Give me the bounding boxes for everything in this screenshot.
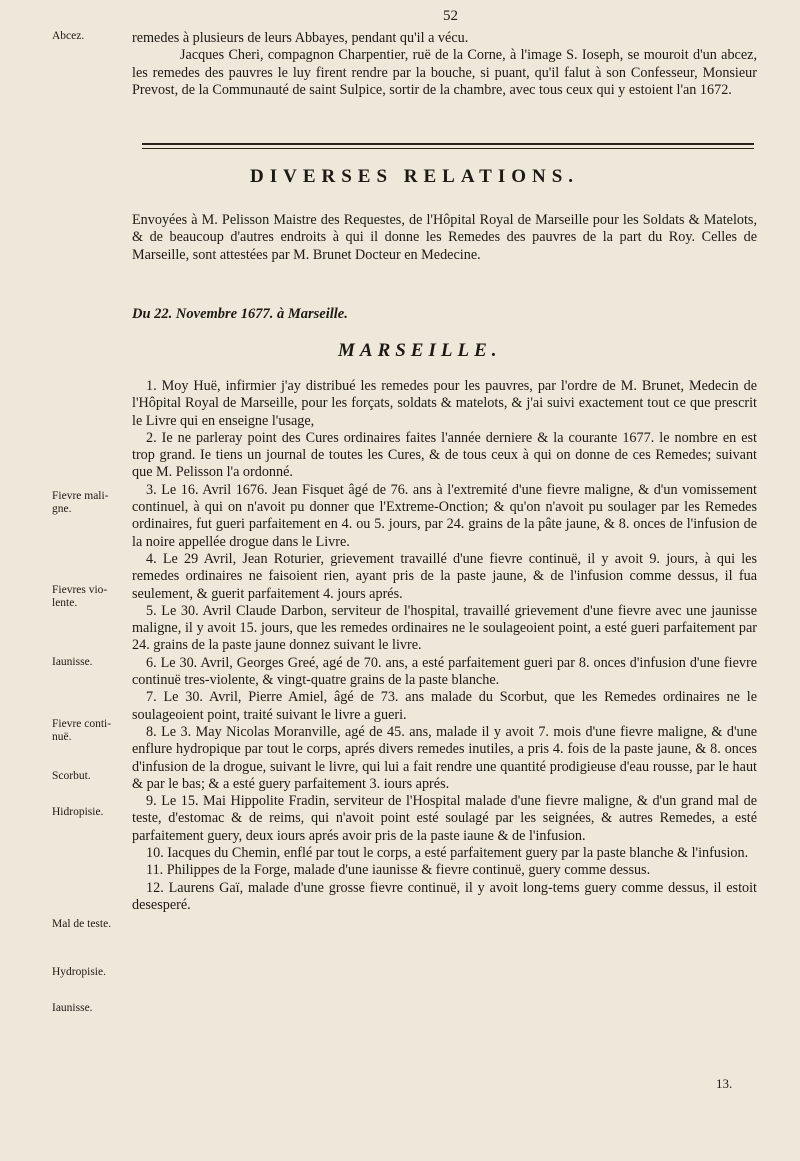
margin-note: Fievre conti-nuë. bbox=[52, 718, 112, 743]
entry: 10. Iacques du Chemin, enflé par tout le corps, a esté parfaitement guery par la paste blanche & l'infusion. bbox=[146, 845, 749, 862]
margin-note: Mal de teste. bbox=[52, 918, 112, 930]
entry: 2. Ie ne parleray point des Cures ordinaires faites l'année derniere & la courante 1677. le nombre en est trop grand. Ie tiens un journal de toutes les Cures, & de tous ceux à qui on donne de ces Remedes; suivant que M. Pelisson l'a ordonné. bbox=[132, 429, 757, 481]
section-rule bbox=[142, 143, 754, 145]
margin-note: Iaunisse. bbox=[52, 656, 93, 668]
margin-note: Abcez. bbox=[52, 30, 85, 42]
city-heading: MARSEILLE. bbox=[338, 340, 502, 361]
margin-note: Scorbut. bbox=[52, 770, 91, 782]
page-number: 52 bbox=[443, 8, 458, 24]
entry: 9. Le 15. Mai Hippolite Fradin, serviteur de l'Hospital malade d'une fievre maligne, & d'un grand mal de teste, d'estomac & de reims, qui n'avoit point esté soulagé par les seignées, & autres Remedes, a esté parfaitement guery, deux iours aprés avoir pris de la paste iaune & de l'infusion. bbox=[132, 793, 757, 844]
entry: 7. Le 30. Avril, Pierre Amiel, âgé de 73. ans malade du Scorbut, que les Remedes ordinaires ne le soulageoient point, traité suivant le livre a gueri. bbox=[132, 689, 757, 723]
entry: 5. Le 30. Avril Claude Darbon, serviteur de l'hospital, travaillé grievement d'une fievre avec une jaunisse maligne, il y avoit 15. jours, que les remedes ordinaires ne le soulageoient point, a esté gueri parfaitement par 24. grains de la paste jaune donnez suivant le livre. bbox=[132, 602, 757, 654]
margin-note: Fievres vio-lente. bbox=[52, 584, 108, 609]
top-text bbox=[132, 30, 757, 99]
catchword: 13. bbox=[716, 1076, 733, 1091]
margin-note: Hydropisie. bbox=[52, 966, 106, 978]
entry: 12. Laurens Gaï, malade d'une grosse fievre continuë, il y avoit long-tems guery comme dessus, il estoit desesperé. bbox=[132, 879, 757, 913]
top-text-line: remedes à plusieurs de leurs Abbayes, pendant qu'il a vécu. bbox=[132, 30, 469, 46]
entry: 11. Philippes de la Forge, malade d'une iaunisse & fievre continuë, guery comme dessus. bbox=[146, 862, 651, 879]
entries-list bbox=[132, 378, 757, 914]
margin-note: Hidropisie. bbox=[52, 806, 104, 818]
entry: 1. Moy Huë, infirmier j'ay distribué les remedes pour les pauvres, par l'ordre de M. Brunet, Medecin de l'Hôpital Royal de Marseille, pour les forçats, soldats & matelots, & j'ai suivi exactement tout ce que prescrit le Livre qui en enseigne l'usage, bbox=[132, 378, 757, 429]
entry: 3. Le 16. Avril 1676. Jean Fisquet âgé de 76. ans à l'extremité d'une fievre maligne, & d'un vomissement continuel, à qui on n'avoit pu donner que l'Extreme-Onction; & qu'on n'avoit pu soulager par les Remedes ordinaires, fut gueri parfaitement en 4. ou 5. jours, par 24. grains de la pâte jaune, & 8. onces de l'infusion de la noire appellée drogue dans le Livre. bbox=[132, 481, 757, 550]
section-title: DIVERSES RELATIONS. bbox=[250, 166, 580, 187]
dateline: Du 22. Novembre 1677. à Marseille. bbox=[132, 306, 348, 322]
entry: 4. Le 29 Avril, Jean Roturier, grievement travaillé d'une fievre continuë, il y avoit 9. jours, à qui les remedes ordinaires ne faisoient rien, ayant pris de la paste jaune, & de l'infusion comme dessus, il fua seulement, & guerit parfaitement 4. jours aprés. bbox=[132, 550, 757, 602]
margin-note: Fievre mali-gne. bbox=[52, 490, 109, 515]
entry: 8. Le 3. May Nicolas Moranville, agé de 45. ans, malade il y avoit 7. mois d'une fievre maligne, & d'une enflure hydropique par tout le corps, aprés divers remedes inutiles, a pris 4. fois de la paste jaune, & 8. onces d'infusion de la drogue, suivant le livre, qui lui a fait rendre une quantité prodigieuse d'eau rousse, par le haut & par le bas; & a esté guery parfaitement 3. iours aprés. bbox=[132, 723, 757, 792]
section-subtitle: Envoyées à M. Pelisson Maistre des Requestes, de l'Hôpital Royal de Marseille pour les Soldats & Matelots, & de beaucoup d'autres endroits à qui il donne les Remedes des pauvres de la part du Roy. Celles de Marseille, sont attestées par M. Brunet Docteur en Medecine. bbox=[132, 212, 757, 263]
margin-note: Iaunisse. bbox=[52, 1002, 93, 1014]
entry: 6. Le 30. Avril, Georges Greé, agé de 70. ans, a esté parfaitement gueri par 8. onces d'infusion d'une fievre continuë tres-violente, & vingt-quatre grains de la paste blanche. bbox=[132, 654, 757, 689]
section-rule-thin bbox=[142, 148, 754, 149]
top-text-paragraph: Jacques Cheri, compagnon Charpentier, ruë de la Corne, à l'image S. Ioseph, se mouroit d'un abcez, les remedes des pauvres le luy firent rendre par la bouche, si puant, qu'il falut à son Confesseur, Monsieur Prevost, de la Communauté de saint Sulpice, sortir de la chambre, avec tous ceux qui y estoient l'an 1672. bbox=[132, 47, 757, 98]
